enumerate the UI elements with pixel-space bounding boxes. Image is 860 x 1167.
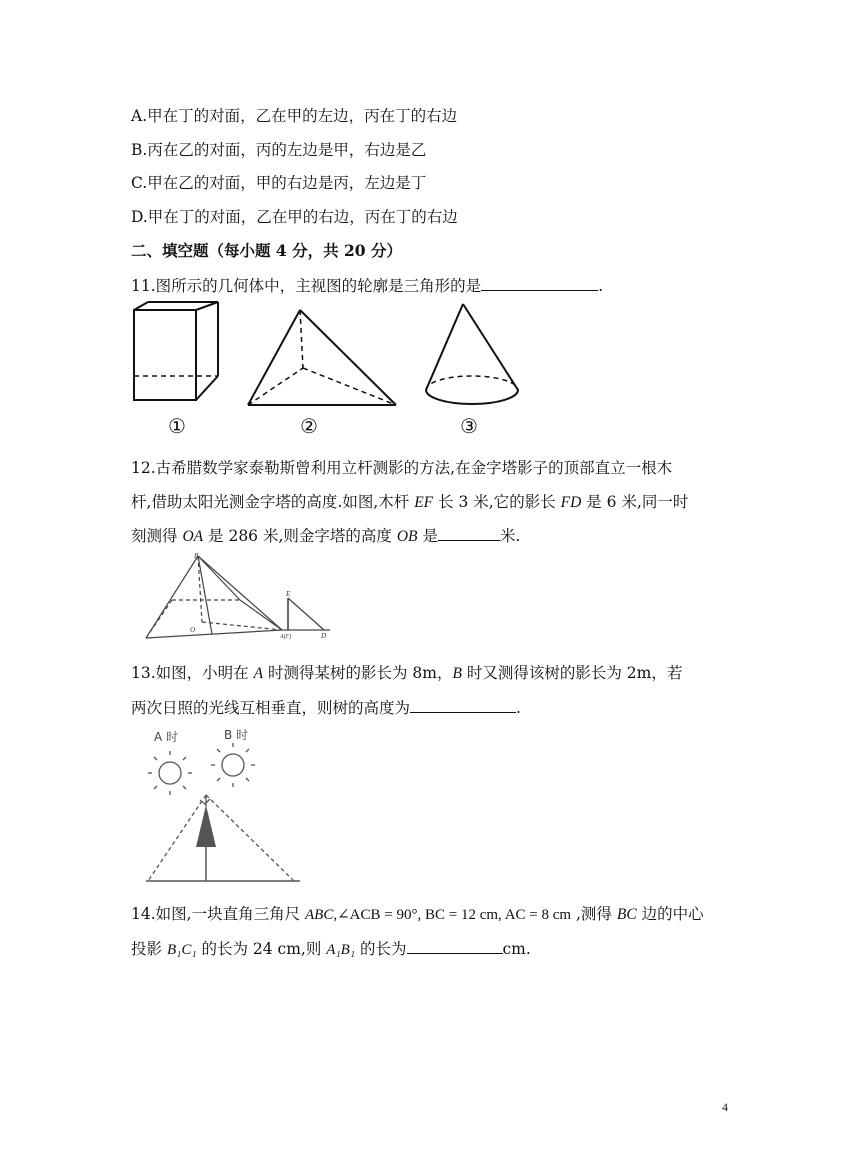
prism-front [134,310,196,400]
var-oa: OA [182,528,204,545]
option-c: C.甲在乙的对面，甲的右边是丙，左边是丁 [131,174,427,192]
q12-figure [140,552,340,642]
var-ob: OB [396,528,418,545]
tree-icon [196,805,216,847]
cone-shape [426,304,518,404]
label-1: ① [168,414,186,438]
q14-line-2: 投影 B₁C₁ 的长为 24 cm,则 A₁B₁ 的长为 cm. [131,937,531,961]
section-heading: 二、填空题（每小题 4 分，共 20 分） [131,241,402,260]
q12-line-1: 12.古希腊数学家泰勒斯曾利用立杆测影的方法,在金字塔影子的顶部直立一根木 [131,459,673,477]
q13-line-2: 两次日照的光线互相垂直，则树的高度为 . [131,696,521,719]
option-d: D.甲在丁的对面，乙在甲的右边，丙在丁的右边 [131,208,458,226]
q11-answer-blank [481,274,598,291]
var-bc: BC [616,906,637,923]
var-abc: ABC [305,907,334,923]
q11-end: . [598,277,604,295]
label-3: ③ [460,414,478,438]
fig12-d: D [321,632,327,640]
sun-a-rays [148,751,192,795]
q12-answer-blank [438,524,500,541]
page-number: 4 [722,1100,728,1114]
q12-line-2: 杆,借助太阳光测金字塔的高度.如图,木杆 EF 长 3 米,它的影长 FD 是 6 米,同一时 [131,493,689,511]
fig12-e: E [286,590,291,598]
fig13-b-time: B 时 [224,728,249,742]
q11-text: 11.图所示的几何体中，主视图的轮廓是三角形的是 [131,277,482,295]
label-2: ② [300,414,318,438]
var-b: B [452,665,462,682]
fig13-a-time: A 时 [154,730,179,744]
sun-b-rays [211,743,255,787]
angle-acb: ,∠ACB = 90° [333,907,418,923]
var-a1b1: A₁B₁ [326,942,356,958]
var-fd: FD [560,494,582,511]
len-ac: , AC = 8 cm [498,907,572,923]
option-b: B.丙在乙的对面，丙的左边是甲，右边是乙 [131,141,427,159]
sun-a-icon [159,762,181,784]
fig12-b: B [194,552,199,560]
q14-answer-blank [407,937,503,954]
pyramid-shape [248,310,396,405]
var-a: A [253,665,264,682]
fig12-o: O [190,626,196,634]
var-ef: EF [414,494,434,511]
q13-line-1: 13.如图，小明在 A 时测得某树的影长为 8m，B 时又测得该树的影长为 2m，若 [131,664,683,682]
q13-figure [138,725,318,885]
len-bc: , BC = 12 cm [417,907,499,923]
sun-b-icon [222,754,244,776]
q13-answer-blank [410,696,516,713]
option-a: A.甲在丁的对面，乙在甲的左边，丙在丁的右边 [131,107,458,125]
question-11 [131,274,603,297]
q14-line-1: 14.如图,一块直角三角尺 ABC,∠ACB = 90°, BC = 12 cm, AC = 8 cm ,测得 BC 边的中心 [131,905,704,923]
q12-line-3: 刻测得 OA 是 286 米,则金字塔的高度 OB 是 米. [131,524,520,548]
var-b1c1: B₁C₁ [166,942,197,958]
fig12-af: A(F) [280,634,292,640]
